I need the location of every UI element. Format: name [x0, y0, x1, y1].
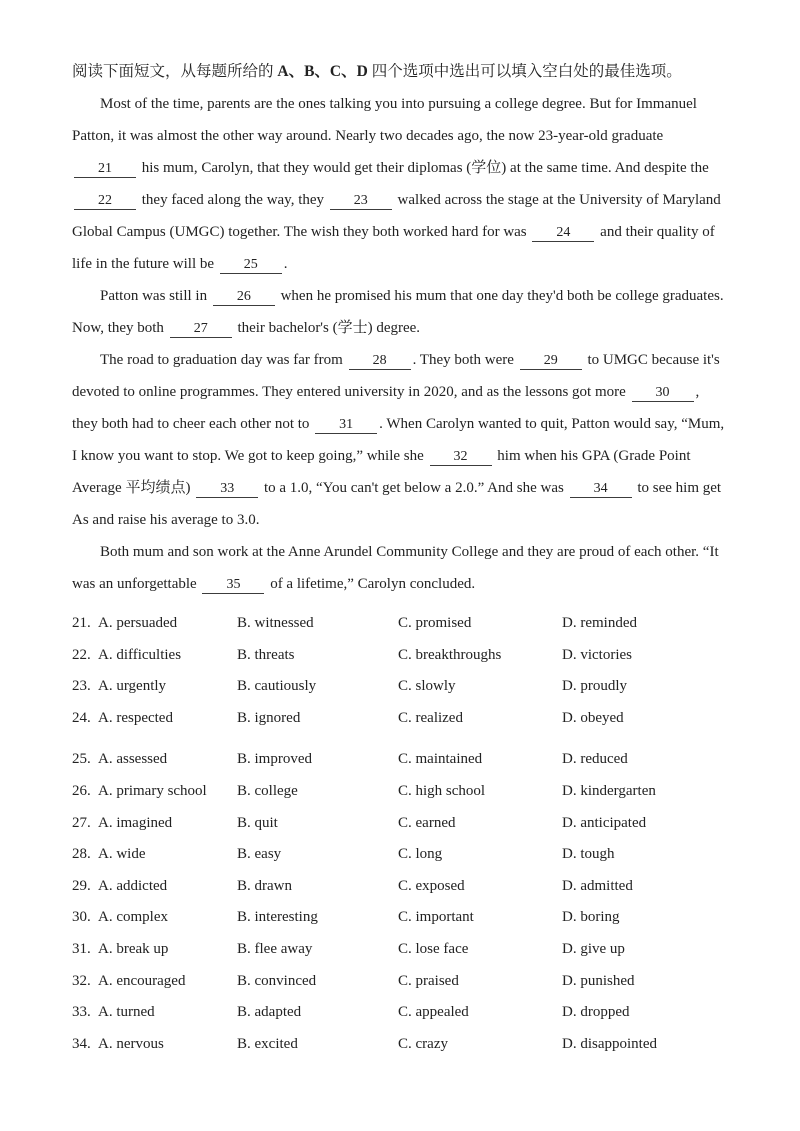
- text-segment: his mum, Carolyn, that they would get their diplomas (学位) at the same time. And despite the: [138, 160, 709, 176]
- question-cell-A: [72, 608, 237, 640]
- option-A: A. turned: [98, 1004, 155, 1021]
- passage-paragraph: [72, 536, 728, 600]
- question-number: 24.: [72, 709, 91, 726]
- option-B: B. improved: [237, 751, 312, 768]
- question-number: 34.: [72, 1035, 91, 1052]
- text-segment: A、B、C、D: [277, 63, 368, 80]
- option-A: A. wide: [98, 846, 146, 863]
- questions-list: [72, 608, 728, 1060]
- option-C: C. earned: [398, 814, 456, 831]
- option-B: B. threats: [237, 646, 295, 663]
- text-segment: , they both had to cheer each other not to: [72, 384, 700, 432]
- question-row-32: [72, 966, 728, 998]
- cloze-blank-29: 29: [520, 352, 582, 370]
- option-D: D. punished: [562, 972, 635, 989]
- option-B: B. witnessed: [237, 615, 314, 631]
- option-D: D. reduced: [562, 751, 628, 768]
- cloze-blank-31: 31: [315, 416, 377, 434]
- text-segment: Patton was still in: [100, 288, 211, 304]
- text-segment: their bachelor's (学士) degree.: [233, 320, 421, 336]
- passage-paragraph: [72, 344, 728, 536]
- option-D: D. boring: [562, 909, 620, 926]
- question-number: 21.: [72, 615, 91, 631]
- text-segment: .: [283, 256, 288, 272]
- option-D: D. admitted: [562, 877, 633, 894]
- option-A: A. difficulties: [98, 646, 182, 663]
- option-B: B. drawn: [237, 877, 292, 894]
- text-segment: Both mum and son work at the Anne Arundel Community College and they are proud of each other. “It was an unforgettable: [72, 544, 719, 592]
- cloze-blank-34: 34: [570, 480, 632, 498]
- question-number: 31.: [72, 940, 91, 957]
- option-A: A. nervous: [98, 1035, 164, 1052]
- option-A: A. addicted: [98, 877, 168, 894]
- question-cell-A: [72, 902, 237, 934]
- option-C: C. praised: [398, 972, 459, 989]
- option-A: A. imagined: [98, 814, 173, 831]
- question-row-31: [72, 934, 728, 966]
- option-B: B. interesting: [237, 909, 318, 926]
- option-D: D. reminded: [562, 615, 637, 631]
- option-D: D. kindergarten: [562, 782, 656, 799]
- option-B: B. easy: [237, 846, 282, 863]
- option-A: A. persuaded: [98, 615, 178, 631]
- question-cell-A: [72, 671, 237, 703]
- option-D: D. anticipated: [562, 814, 647, 831]
- option-C: C. high school: [398, 782, 486, 799]
- cloze-blank-26: 26: [213, 288, 275, 306]
- cloze-blank-27: 27: [170, 320, 232, 338]
- option-C: C. realized: [398, 709, 463, 726]
- option-C: C. crazy: [398, 1035, 448, 1052]
- text-segment: 阅读下面短文，从每题所给的: [72, 63, 278, 80]
- option-B: B. flee away: [237, 940, 313, 957]
- question-cell-A: [72, 871, 237, 903]
- option-D: D. obeyed: [562, 709, 624, 726]
- text-segment: to a 1.0, “You can't get below a 2.0.” And she was: [260, 480, 568, 496]
- option-C: C. appealed: [398, 1004, 469, 1021]
- option-C: C. breakthroughs: [398, 646, 502, 663]
- question-cell-A: [72, 997, 237, 1029]
- option-A: A. assessed: [98, 751, 168, 768]
- cloze-blank-25: 25: [220, 256, 282, 274]
- option-B: B. ignored: [237, 709, 301, 726]
- question-number: 33.: [72, 1004, 91, 1021]
- cloze-blank-30: 30: [632, 384, 694, 402]
- option-B: B. cautiously: [237, 678, 317, 695]
- question-number: 32.: [72, 972, 91, 989]
- cloze-blank-35: 35: [202, 576, 264, 594]
- question-row-24: [72, 703, 728, 735]
- option-D: D. disappointed: [562, 1035, 657, 1052]
- passage-paragraph: [72, 88, 728, 280]
- text-segment: . When Carolyn wanted to quit, Patton would say, “Mum, I know you want to stop. We got to keep going,” while she: [72, 416, 725, 464]
- text-segment: . They both were: [412, 352, 518, 368]
- cloze-blank-23: 23: [330, 192, 392, 210]
- question-row-29: [72, 871, 728, 903]
- text-segment: 四个选项中选出可以填入空白处的最佳选项。: [367, 63, 682, 80]
- option-D: D. tough: [562, 846, 615, 863]
- question-row-28: [72, 839, 728, 871]
- question-cell-A: [72, 703, 237, 735]
- text-segment: walked across the stage at the University of Maryland Global Campus (UMGC) together. The wish they both worked hard for was: [72, 192, 721, 240]
- cloze-blank-28: 28: [349, 352, 411, 370]
- question-number: 28.: [72, 846, 91, 863]
- option-A: A. primary school: [98, 782, 207, 799]
- text-segment: and their quality of life in the future will be: [72, 224, 715, 272]
- question-cell-A: [72, 966, 237, 998]
- option-D: D. victories: [562, 646, 632, 663]
- question-number: 27.: [72, 814, 91, 831]
- question-row-23: [72, 671, 728, 703]
- question-row-25: [72, 744, 728, 776]
- option-D: D. give up: [562, 940, 625, 957]
- option-C: C. lose face: [398, 940, 469, 957]
- cloze-blank-22: 22: [74, 192, 136, 210]
- question-row-30: [72, 902, 728, 934]
- question-cell-A: [72, 640, 237, 672]
- option-C: C. long: [398, 846, 443, 863]
- cloze-blank-21: 21: [74, 160, 136, 178]
- question-number: 25.: [72, 751, 91, 768]
- question-number: 30.: [72, 909, 91, 926]
- question-row-34: [72, 1029, 728, 1061]
- text-segment: The road to graduation day was far from: [100, 352, 347, 368]
- question-number: 29.: [72, 877, 91, 894]
- option-D: D. proudly: [562, 678, 627, 695]
- option-B: B. convinced: [237, 972, 317, 989]
- question-cell-A: [72, 776, 237, 808]
- question-cell-A: [72, 934, 237, 966]
- instruction-line: [72, 56, 728, 88]
- passage-paragraph: [72, 280, 728, 344]
- option-B: B. quit: [237, 814, 278, 831]
- text-segment: to see him get As and raise his average to 3.0.: [72, 480, 722, 528]
- question-row-26: [72, 776, 728, 808]
- question-number: 23.: [72, 678, 91, 695]
- question-row-22: [72, 640, 728, 672]
- option-C: C. maintained: [398, 751, 483, 768]
- question-cell-A: [72, 808, 237, 840]
- option-A: A. break up: [98, 940, 169, 957]
- option-C: C. promised: [398, 615, 472, 631]
- text-segment: they faced along the way, they: [138, 192, 328, 208]
- question-row-27: [72, 808, 728, 840]
- option-A: A. respected: [98, 709, 173, 726]
- text-segment: him when his GPA (Grade Point Average 平均绩点): [72, 448, 691, 496]
- cloze-blank-24: 24: [532, 224, 594, 242]
- question-row-33: [72, 997, 728, 1029]
- option-C: C. slowly: [398, 678, 456, 695]
- option-A: A. urgently: [98, 678, 167, 695]
- option-C: C. exposed: [398, 877, 465, 894]
- cloze-blank-33: 33: [196, 480, 258, 498]
- cloze-passage: [72, 88, 728, 600]
- question-cell-A: [72, 1029, 237, 1061]
- option-B: B. adapted: [237, 1004, 302, 1021]
- text-segment: of a lifetime,” Carolyn concluded.: [266, 576, 476, 592]
- option-A: A. encouraged: [98, 972, 186, 989]
- option-D: D. dropped: [562, 1004, 630, 1021]
- option-B: B. excited: [237, 1035, 298, 1052]
- question-number: 22.: [72, 646, 91, 663]
- question-cell-A: [72, 744, 237, 776]
- text-segment: Most of the time, parents are the ones talking you into pursuing a college degree. But for Immanuel Patton, it was almost the other way around. Nearly two decades ago, the now 23-year-old graduate: [72, 96, 697, 144]
- question-number: 26.: [72, 782, 91, 799]
- question-cell-A: [72, 839, 237, 871]
- text-segment: when he promised his mum that one day they'd both be college graduates. Now, they both: [72, 288, 724, 336]
- cloze-blank-32: 32: [430, 448, 492, 466]
- option-B: B. college: [237, 782, 298, 799]
- text-segment: to UMGC because it's devoted to online programmes. They entered university in 2020, and as the lessons got more: [72, 352, 720, 400]
- option-A: A. complex: [98, 909, 168, 926]
- option-C: C. important: [398, 909, 474, 926]
- question-row-21: [72, 608, 728, 640]
